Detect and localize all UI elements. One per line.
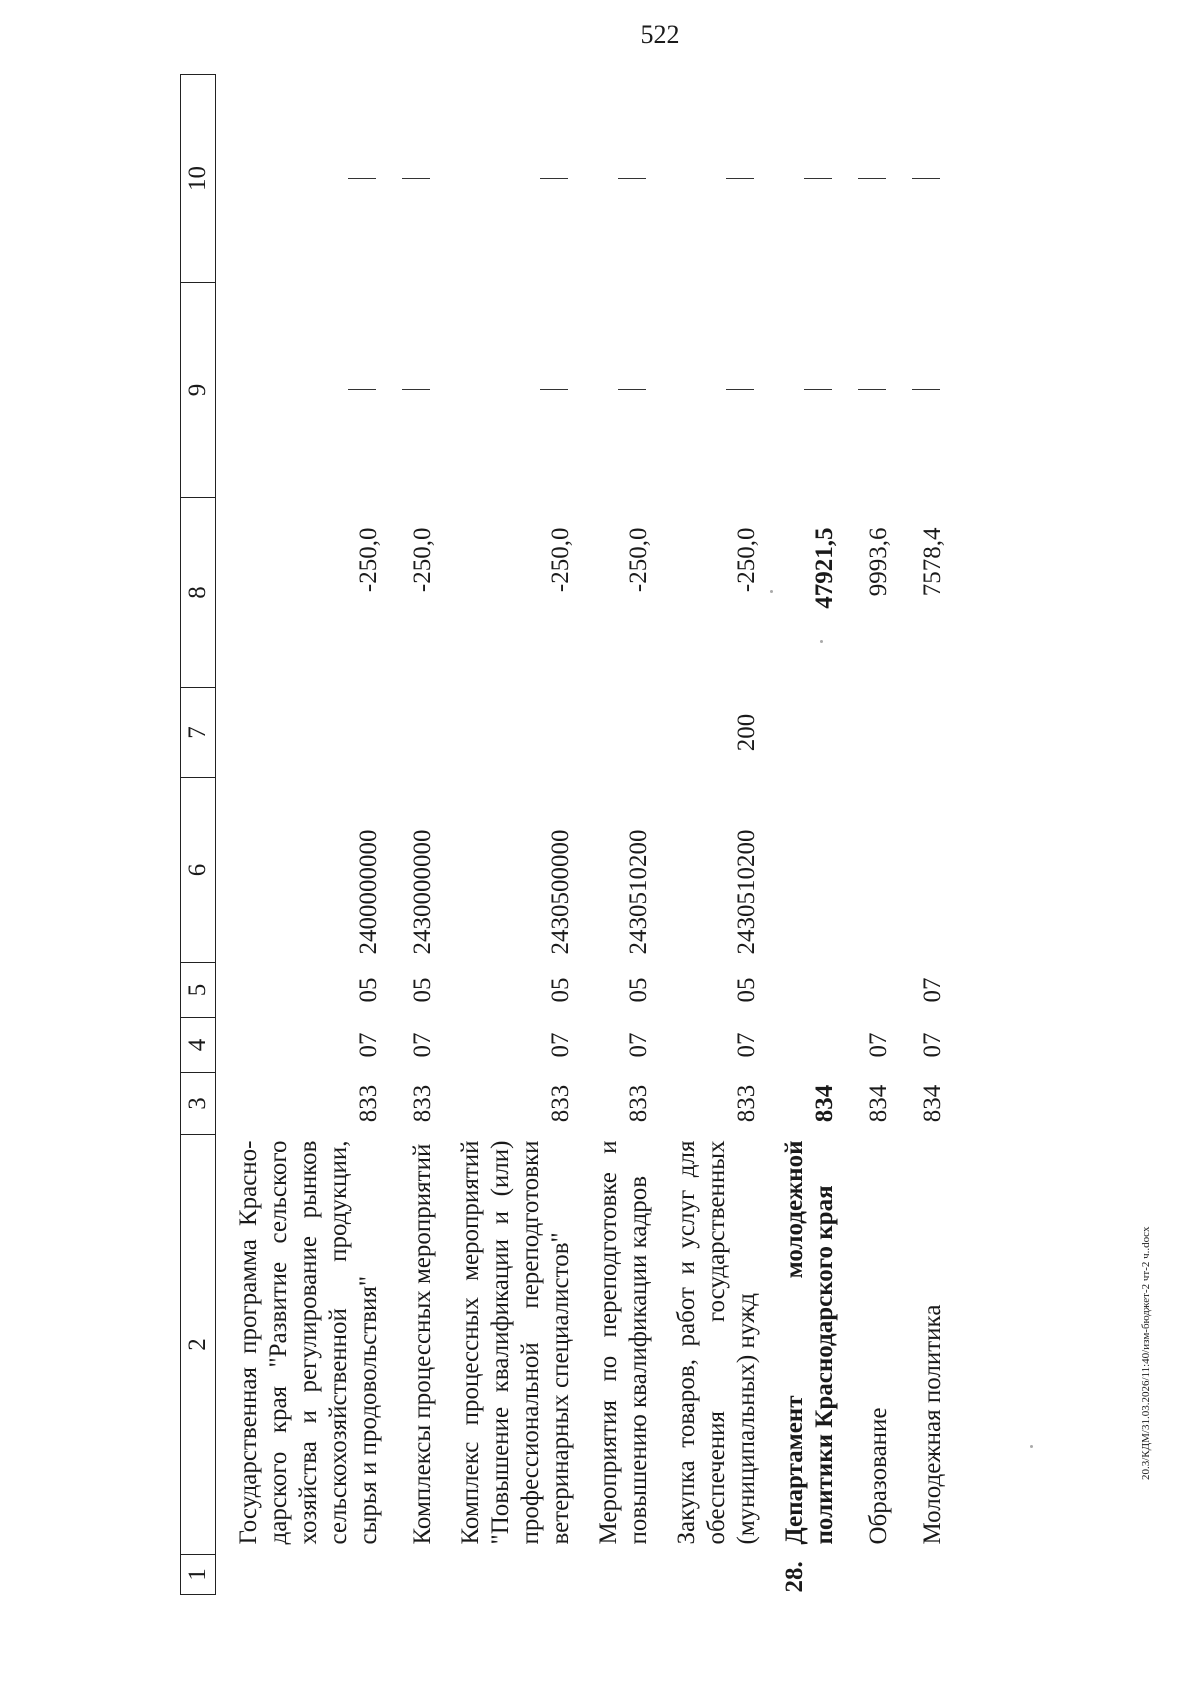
row-name: Департамент молодежной политики Краснодарского края — [781, 1140, 838, 1545]
row-name: Молодежная политика — [919, 1304, 946, 1545]
col-header-8: 8 — [181, 498, 216, 688]
row-name: Закупка товаров, работ и услуг для обеспечения государственных (муниципальных) нужд — [673, 1140, 760, 1545]
subsection-code: 05 — [409, 977, 436, 1003]
col-header-6: 6 — [181, 778, 216, 963]
target-article-code — [840, 778, 894, 963]
dash-mark — [804, 178, 832, 179]
section-code: 07 — [919, 1032, 946, 1058]
budget-table — [180, 74, 948, 1595]
amount-value: -250,0 — [547, 527, 574, 593]
dash-mark — [540, 178, 568, 179]
amount-value: -250,0 — [625, 527, 652, 593]
dash-mark — [726, 390, 754, 391]
ministry-code: 833 — [409, 1084, 436, 1123]
amount-value: 7578,4 — [919, 527, 946, 597]
target-article-code: 2430510200 — [733, 829, 760, 955]
table-row — [438, 75, 576, 1595]
page-number: 522 — [640, 20, 680, 49]
ministry-code: 834 — [919, 1084, 946, 1123]
amount-value: 47921,5 — [811, 527, 838, 609]
dash-cell — [216, 283, 385, 498]
col-header-4: 4 — [181, 1018, 216, 1073]
section-code: 07 — [625, 1032, 652, 1058]
section-code: 07 — [409, 1032, 436, 1058]
expense-type-code: 200 — [733, 713, 760, 752]
expense-type-code — [384, 688, 438, 778]
dash-mark — [618, 390, 646, 391]
section-code: 07 — [865, 1032, 892, 1058]
dash-mark — [348, 178, 376, 179]
dash-cell — [384, 283, 438, 498]
amount-value: -250,0 — [409, 527, 436, 593]
dash-cell — [894, 283, 948, 498]
row-number — [576, 1555, 654, 1595]
ministry-code: 833 — [625, 1084, 652, 1123]
ministry-code: 833 — [547, 1084, 574, 1123]
subsection-code: 05 — [355, 977, 382, 1003]
expense-type-code — [840, 688, 894, 778]
row-name: Комплекс процессных мероприятий "Повышение квалификации и (или) профессиональной переподготовки ветеринарных специалистов" — [457, 1140, 574, 1545]
dash-cell — [762, 283, 840, 498]
row-number — [654, 1555, 762, 1595]
dash-cell — [840, 283, 894, 498]
dash-cell — [438, 283, 576, 498]
row-number — [216, 1555, 385, 1595]
expense-type-code — [576, 688, 654, 778]
document-footer: 20.3/КДМ/31.03.2026/11:40/изм-бюджет-2 чт-2 ч..docx — [1140, 1226, 1152, 1480]
col-header-2: 2 — [181, 1135, 216, 1555]
dash-mark — [912, 390, 940, 391]
scan-artifact — [770, 590, 773, 593]
row-name: Мероприятия по переподготовке и повышению квалификации кадров — [595, 1140, 652, 1545]
ministry-code: 834 — [865, 1084, 892, 1123]
dash-cell — [894, 75, 948, 283]
expense-type-code — [438, 688, 576, 778]
row-number — [438, 1555, 576, 1595]
row-name: Государственная программа Красно-дарского края "Развитие сельского хозяйства и регулирование рынков сельскохозяйственной продукции, сырья и продовольствия" — [235, 1140, 382, 1545]
subsection-code — [762, 963, 840, 1018]
table-row — [576, 75, 654, 1595]
amount-value: -250,0 — [733, 527, 760, 593]
row-number: 28. — [781, 1561, 808, 1593]
subsection-code: 05 — [625, 977, 652, 1003]
dash-mark — [618, 178, 646, 179]
table-row — [216, 75, 385, 1595]
row-name: Образование — [865, 1407, 892, 1545]
col-header-3: 3 — [181, 1073, 216, 1135]
dash-mark — [540, 390, 568, 391]
subsection-code — [840, 963, 894, 1018]
target-article-code: 2430500000 — [547, 829, 574, 955]
expense-type-code — [762, 688, 840, 778]
dash-mark — [348, 390, 376, 391]
table-row — [840, 75, 894, 1595]
dash-mark — [402, 178, 430, 179]
dash-mark — [858, 178, 886, 179]
section-code: 07 — [547, 1032, 574, 1058]
dash-cell — [654, 283, 762, 498]
dash-cell — [762, 75, 840, 283]
table-row — [894, 75, 948, 1595]
row-number — [840, 1555, 894, 1595]
expense-type-code — [216, 688, 385, 778]
target-article-code: 2400000000 — [355, 829, 382, 955]
scan-artifact — [1030, 1445, 1033, 1448]
dash-cell — [576, 75, 654, 283]
table-row — [384, 75, 438, 1595]
section-code: 07 — [355, 1032, 382, 1058]
target-article-code — [894, 778, 948, 963]
section-code — [762, 1018, 840, 1073]
dash-mark — [804, 390, 832, 391]
header-row — [181, 75, 216, 1595]
scan-artifact — [820, 640, 823, 643]
dash-cell — [438, 75, 576, 283]
col-header-7: 7 — [181, 688, 216, 778]
section-code: 07 — [733, 1032, 760, 1058]
table-row-department — [762, 75, 840, 1595]
dash-cell — [216, 75, 385, 283]
subsection-code: 07 — [919, 977, 946, 1003]
amount-value: 9993,6 — [865, 527, 892, 597]
row-number — [894, 1555, 948, 1595]
dash-mark — [912, 178, 940, 179]
dash-cell — [840, 75, 894, 283]
subsection-code: 05 — [547, 977, 574, 1003]
dash-mark — [858, 390, 886, 391]
col-header-9: 9 — [181, 283, 216, 498]
dash-cell — [654, 75, 762, 283]
dash-cell — [576, 283, 654, 498]
row-name: Комплексы процессных мероприятий — [409, 1143, 436, 1545]
rotated-table-container — [180, 75, 1030, 1595]
col-header-10: 10 — [181, 75, 216, 283]
target-article-code: 2430510200 — [625, 829, 652, 955]
col-header-5: 5 — [181, 963, 216, 1018]
subsection-code: 05 — [733, 977, 760, 1003]
dash-mark — [402, 390, 430, 391]
table-row — [654, 75, 762, 1595]
ministry-code: 834 — [811, 1084, 838, 1123]
amount-value: -250,0 — [355, 527, 382, 593]
expense-type-code — [894, 688, 948, 778]
col-header-1: 1 — [181, 1555, 216, 1595]
ministry-code: 833 — [355, 1084, 382, 1123]
row-number — [384, 1555, 438, 1595]
target-article-code: 2430000000 — [409, 829, 436, 955]
target-article-code — [762, 778, 840, 963]
dash-cell — [384, 75, 438, 283]
dash-mark — [726, 178, 754, 179]
ministry-code: 833 — [733, 1084, 760, 1123]
